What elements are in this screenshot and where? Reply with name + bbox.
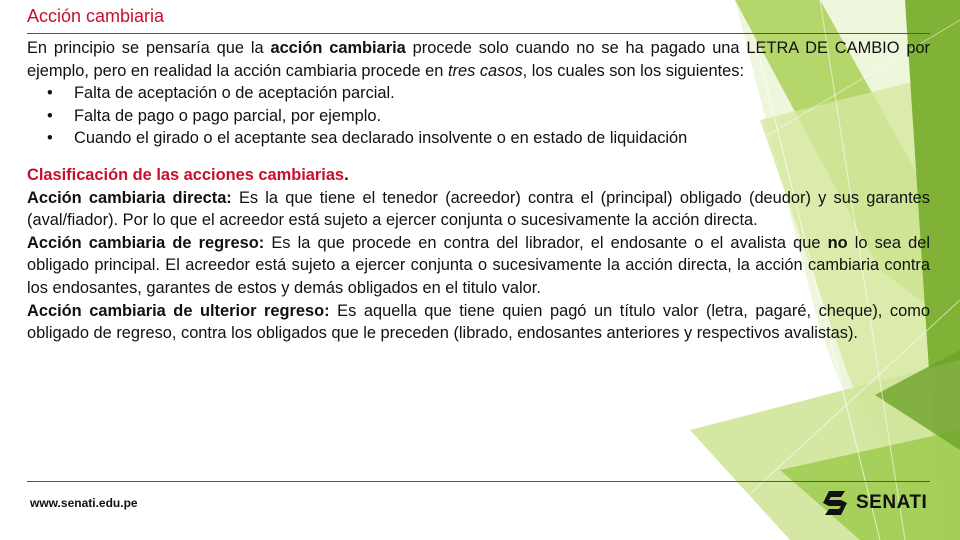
- logo-text: SENATI: [856, 492, 928, 513]
- classification-ulterior: [27, 300, 930, 345]
- desc-direct: Es la que tiene el tenedor (acreedor) contra el (principal) obligado (deudor) y sus garantes (aval/fiador). Por lo que el acreedor está sujeto a ejercer conjunta o sucesivamente la acción directa.: [27, 188, 930, 230]
- classification-regreso: [27, 232, 930, 300]
- desc-regreso-c: lo sea del obligado principal. El acreedor está sujeto a ejercer conjunta o sucesivamente la acción directa, la acción cambiaria contra los endosantes, garantes de estos y demás obligados en el titulo valor.: [27, 233, 931, 297]
- slide-body: [27, 37, 930, 345]
- classification-heading: [27, 164, 930, 187]
- list-item-text: Falta de aceptación o de aceptación parcial.: [74, 84, 395, 103]
- intro-text-3: , los cuales son los siguientes:: [522, 61, 745, 80]
- list-item: [27, 127, 930, 150]
- term-ulterior: Acción cambiaria de ulterior regreso:: [27, 301, 330, 320]
- term-regreso: Acción cambiaria de regreso:: [27, 233, 265, 252]
- slide-title: Acción cambiaria: [27, 6, 165, 26]
- title-divider: [27, 33, 930, 34]
- intro-bold-term: acción cambiaria: [270, 39, 406, 57]
- desc-regreso-a: Es la que procede en contra del librador, el endosante o el avalista que: [264, 233, 828, 252]
- list-item-text: Falta de pago o pago parcial, por ejemplo.: [74, 106, 382, 125]
- spacer: [27, 150, 930, 164]
- classification-direct: [27, 187, 930, 232]
- intro-text-2: procede solo cuando no se ha pagado una LETRA DE CAMBIO por ejemplo, pero en realidad la acción cambiaria procede en: [27, 39, 931, 80]
- classification-heading-text: Clasificación de las acciones cambiarias: [27, 165, 345, 184]
- senati-s-icon: [820, 490, 850, 516]
- cases-list: [27, 82, 930, 150]
- classification-heading-period: .: [344, 165, 349, 184]
- bullet-icon: •: [47, 106, 53, 125]
- intro-text-1: En principio se pensaría que la: [27, 39, 271, 57]
- list-item: [27, 105, 930, 128]
- intro-italic-term: tres casos: [447, 61, 523, 80]
- list-item-text: Cuando el girado o el aceptante sea declarado insolvente o en estado de liquidación: [74, 129, 688, 148]
- bullet-icon: •: [47, 84, 53, 103]
- intro-paragraph: [27, 37, 930, 82]
- desc-regreso-bold: no: [827, 233, 848, 252]
- desc-ulterior: Es aquella que tiene quien pagó un título valor (letra, pagaré, cheque), como obligado de regreso, contra los obligados que le preceden (librado, endosantes anteriores y respectivos avalistas).: [27, 301, 930, 343]
- senati-logo: [820, 490, 927, 516]
- list-item: [27, 82, 930, 105]
- footer-url[interactable]: www.senati.edu.pe: [30, 496, 138, 510]
- term-direct: Acción cambiaria directa:: [27, 188, 232, 207]
- footer-divider: [27, 481, 930, 482]
- bullet-icon: •: [47, 129, 53, 148]
